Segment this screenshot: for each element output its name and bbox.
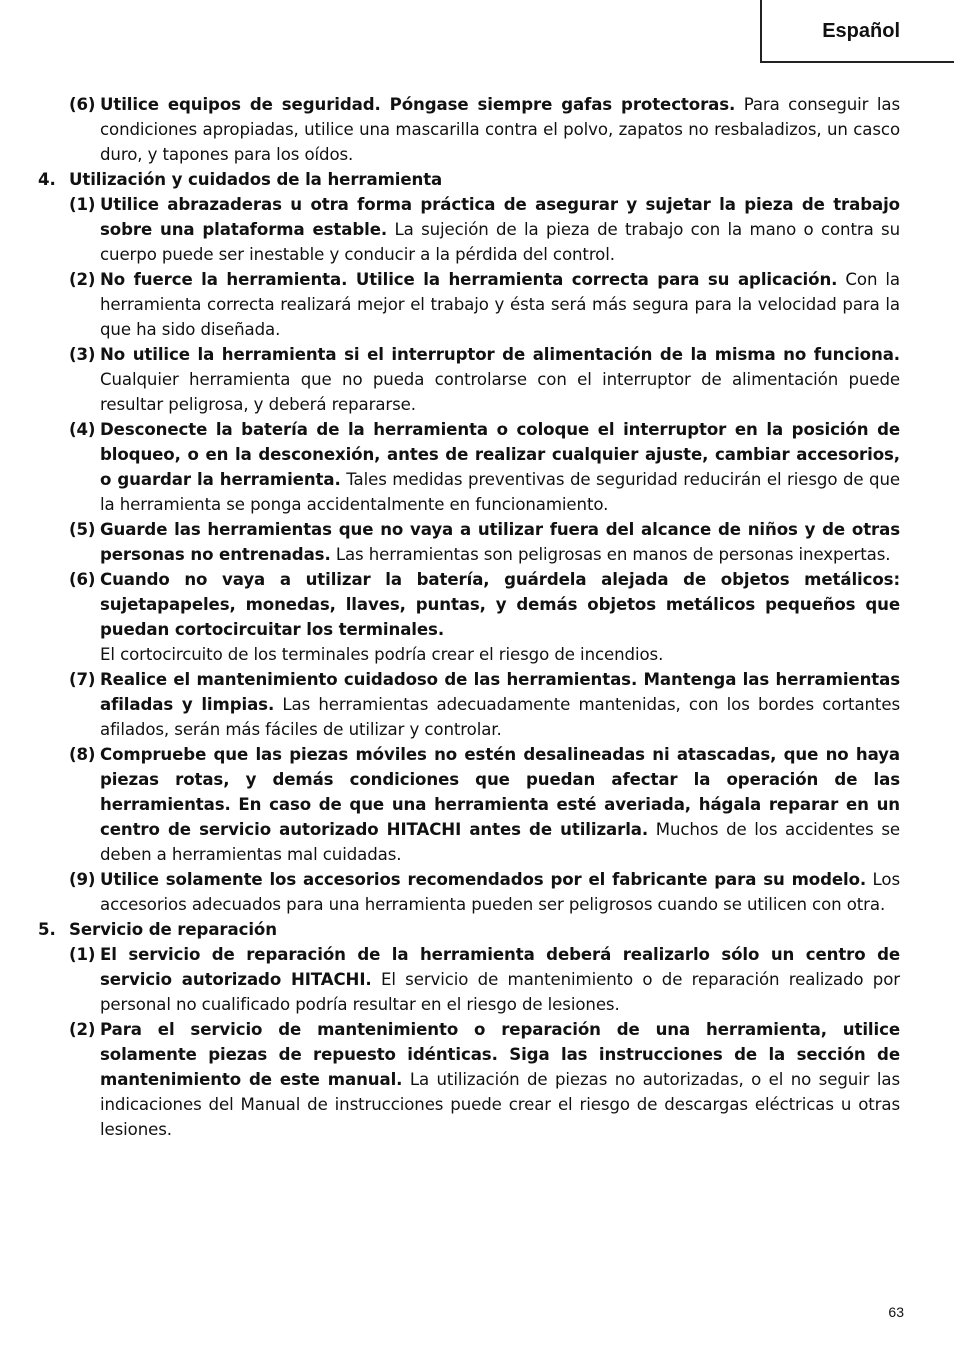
list-item bbox=[69, 567, 900, 667]
item-number: (6) bbox=[69, 570, 96, 589]
item-bold-text: El servicio de reparación de la herramienta deberá realizarlo sólo un centro de servicio autorizado HITACHI. bbox=[100, 945, 900, 989]
list-item-6-top bbox=[38, 92, 900, 167]
item-number: (2) bbox=[69, 1020, 96, 1039]
list-item bbox=[69, 867, 900, 917]
section-title: Utilización y cuidados de la herramienta bbox=[69, 170, 443, 189]
section-title: Servicio de reparación bbox=[69, 920, 277, 939]
item-bold-text: Desconecte la batería de la herramienta o coloque el interruptor en la posición de bloqueo, o en la desconexión, antes de realizar cualquier ajuste, cambiar accesorios, o guardar la herramienta. bbox=[100, 420, 900, 489]
list-item bbox=[69, 1017, 900, 1142]
item-bold-text: Utilice abrazaderas u otra forma práctica de asegurar y sujetar la pieza de trabajo sobre una plataforma estable. bbox=[100, 195, 900, 239]
item-number: (5) bbox=[69, 520, 96, 539]
item-bold-text: Compruebe que las piezas móviles no estén desalineadas ni atascadas, que no haya piezas rotas, y demás condiciones que puedan afectar la operación de las herramientas. En caso de que una herramienta esté averiada, hágala reparar en un centro de servicio autorizado HITACHI antes de utilizarla. bbox=[100, 745, 900, 839]
list-item bbox=[69, 192, 900, 267]
list-item bbox=[69, 342, 900, 417]
item-bold-text: Utilice solamente los accesorios recomendados por el fabricante para su modelo. bbox=[100, 870, 867, 889]
item-bold-text: Para el servicio de mantenimiento o reparación de una herramienta, utilice solamente piezas de repuesto idénticas. Siga las instrucciones de la sección de mantenimiento de este manual. bbox=[100, 1020, 900, 1089]
item-bold-text: No fuerce la herramienta. Utilice la herramienta correcta para su aplicación. bbox=[100, 270, 838, 289]
item-body-text: Los accesorios adecuados para una herramienta pueden ser peligrosos cuando se utilicen con otra. bbox=[100, 870, 900, 914]
item-number: (9) bbox=[69, 870, 96, 889]
item-number: (3) bbox=[69, 345, 96, 364]
list-item bbox=[69, 417, 900, 517]
item-number: (1) bbox=[69, 945, 96, 964]
page-number: 63 bbox=[888, 1304, 904, 1320]
section-heading-4 bbox=[38, 167, 900, 192]
item-bold-text: Realice el mantenimiento cuidadoso de las herramientas. Mantenga las herramientas afiladas y limpias. bbox=[100, 670, 900, 714]
document-body bbox=[38, 92, 900, 1142]
item-number: (2) bbox=[69, 270, 96, 289]
item-body-text: El cortocircuito de los terminales podría crear el riesgo de incendios. bbox=[100, 645, 664, 664]
item-number: (4) bbox=[69, 420, 96, 439]
list-item bbox=[69, 517, 900, 567]
item-number: (6) bbox=[69, 95, 96, 114]
item-body-text: Las herramientas adecuadamente mantenidas, con los bordes cortantes afilados, serán más fáciles de utilizar y controlar. bbox=[100, 695, 900, 739]
language-tab: Español bbox=[760, 0, 954, 63]
item-body-text: El servicio de mantenimiento o de reparación realizado por personal no cualificado podría resultar en el riesgo de lesiones. bbox=[100, 970, 900, 1014]
list-item bbox=[69, 667, 900, 742]
item-bold-text: Utilice equipos de seguridad. Póngase siempre gafas protectoras. bbox=[100, 95, 736, 114]
list-item bbox=[69, 942, 900, 1017]
item-bold-text: Guarde las herramientas que no vaya a utilizar fuera del alcance de niños y de otras personas no entrenadas. bbox=[100, 520, 900, 564]
item-bold-text: Cuando no vaya a utilizar la batería, guárdela alejada de objetos metálicos: sujetapapeles, monedas, llaves, puntas, y demás objetos metálicos pequeños que puedan cortocircuitar los terminales. bbox=[100, 570, 900, 639]
item-body-text: Las herramientas son peligrosas en manos de personas inexpertas. bbox=[330, 545, 891, 564]
list-item bbox=[69, 267, 900, 342]
section-heading-5 bbox=[38, 917, 900, 942]
item-body-text: Con la herramienta correcta realizará mejor el trabajo y ésta será más segura para la velocidad para la que ha sido diseñada. bbox=[100, 270, 900, 339]
section-4-list bbox=[38, 192, 900, 917]
item-body-text: Muchos de los accidentes se deben a herramientas mal cuidadas. bbox=[100, 820, 901, 864]
item-body-text: La sujeción de la pieza de trabajo con la mano o contra su cuerpo puede ser inestable y conducir a la pérdida del control. bbox=[100, 220, 900, 264]
item-number: (1) bbox=[69, 195, 96, 214]
section-number: 4. bbox=[38, 170, 56, 189]
section-5-list bbox=[38, 942, 900, 1142]
list-item bbox=[69, 742, 900, 867]
item-bold-text: No utilice la herramienta si el interruptor de alimentación de la misma no funciona. bbox=[100, 345, 900, 364]
item-body-text: La utilización de piezas no autorizadas, o el no seguir las indicaciones del Manual de instrucciones puede crear el riesgo de descargas eléctricas u otras lesiones. bbox=[100, 1070, 900, 1139]
item-body-text: Cualquier herramienta que no pueda controlarse con el interruptor de alimentación puede resultar peligrosa, y deberá repararse. bbox=[100, 370, 900, 414]
item-body-text: Tales medidas preventivas de seguridad reducirán el riesgo de que la herramienta se ponga accidentalmente en funcionamiento. bbox=[100, 470, 901, 514]
item-body-text: Para conseguir las condiciones apropiadas, utilice una mascarilla contra el polvo, zapatos no resbaladizos, un casco duro, y tapones para los oídos. bbox=[100, 95, 900, 164]
section-number: 5. bbox=[38, 920, 56, 939]
item-number: (8) bbox=[69, 745, 96, 764]
item-number: (7) bbox=[69, 670, 96, 689]
